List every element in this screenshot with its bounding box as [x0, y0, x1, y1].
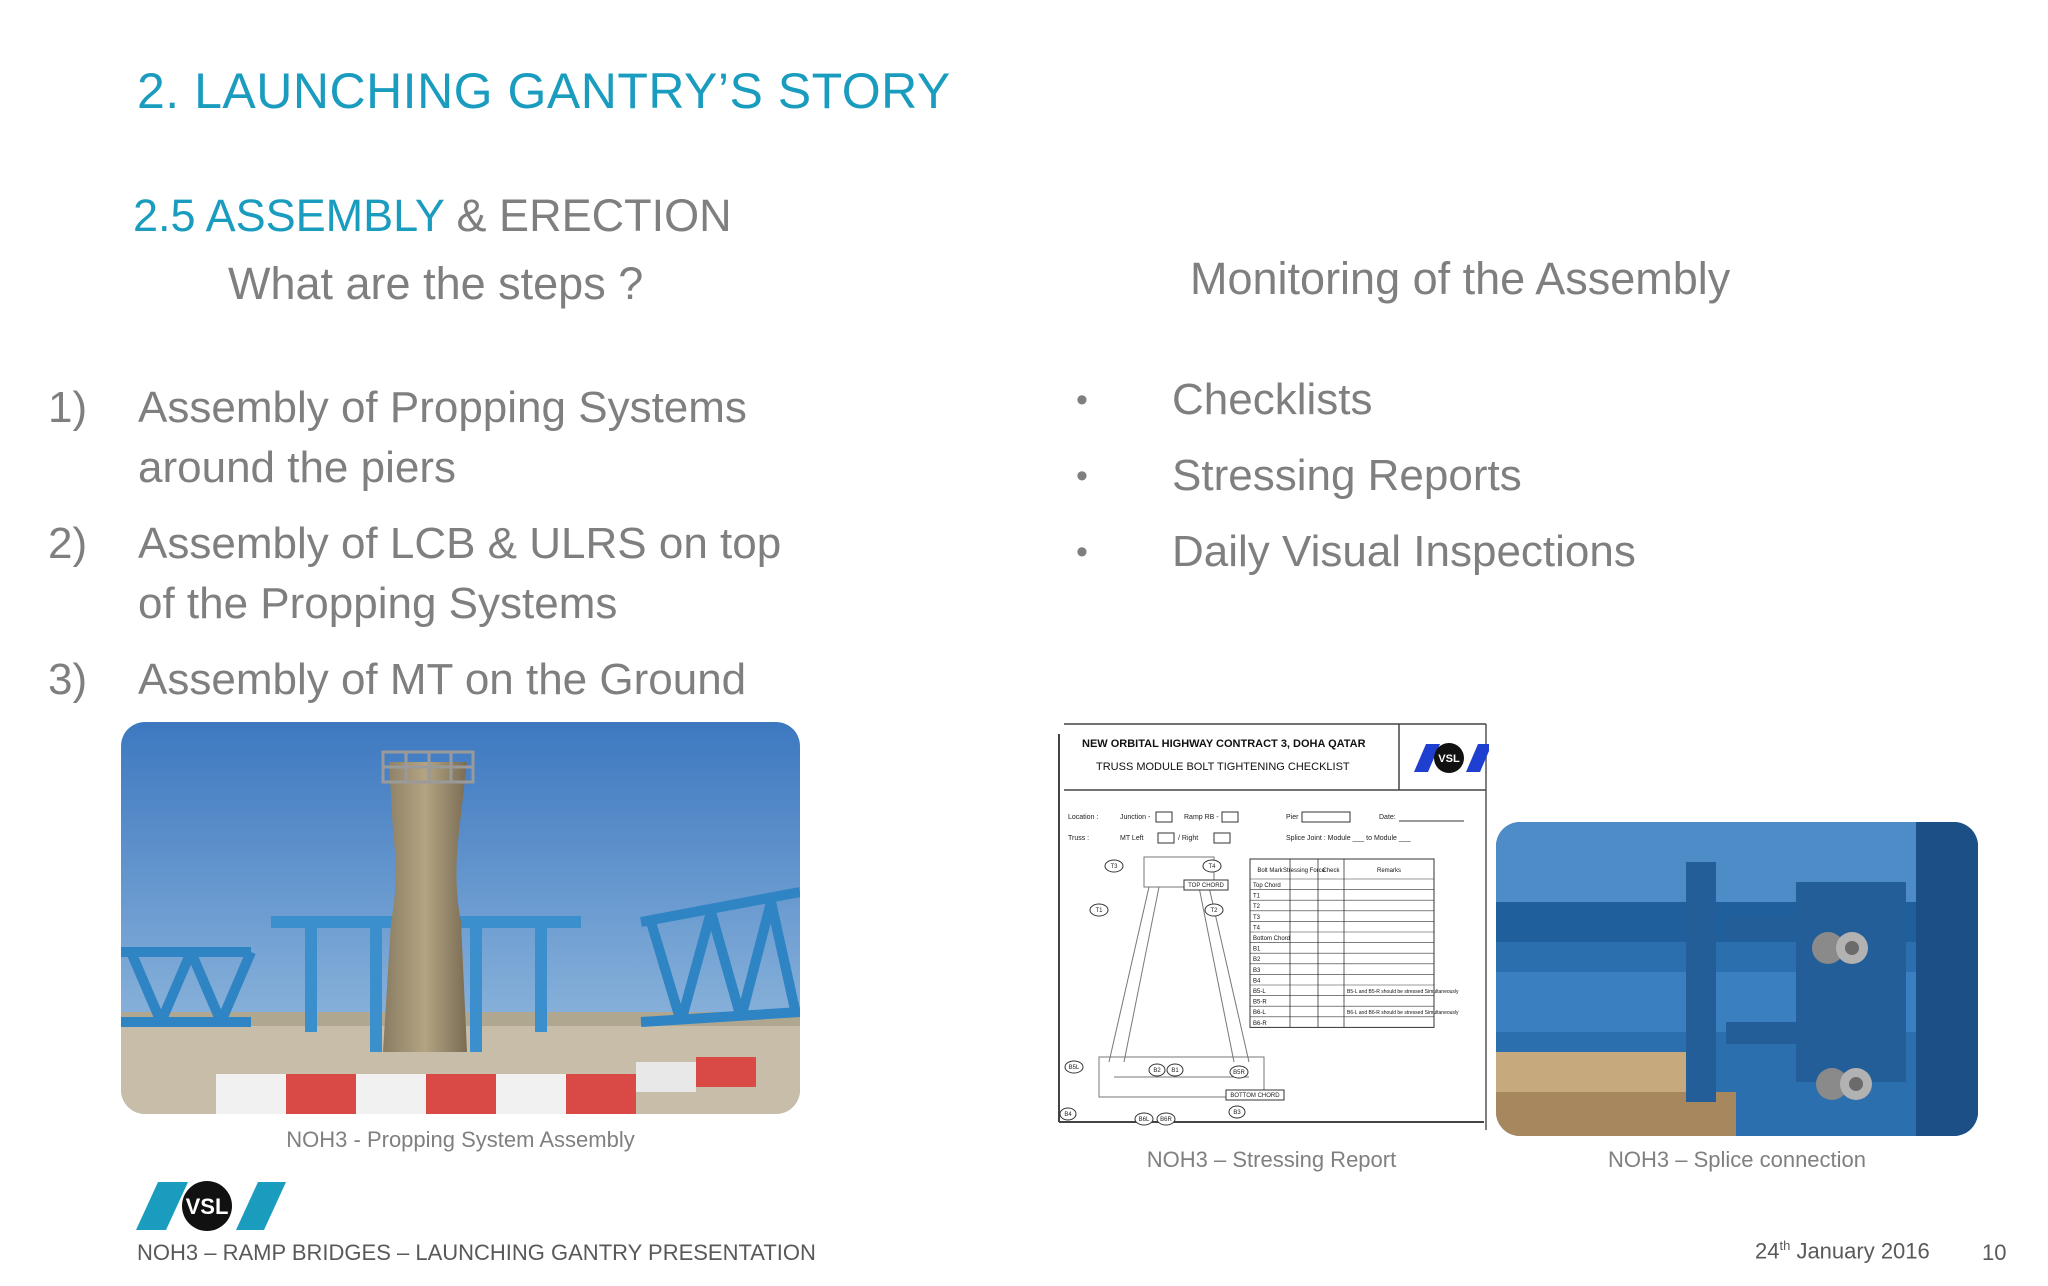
- report-pier-label: Pier: [1286, 814, 1299, 821]
- table-remark: B6-L and B6-R should be stressed Simultaneously: [1347, 1010, 1459, 1017]
- monitoring-text: Daily Visual Inspections: [1172, 527, 1636, 576]
- subtitle-erection: & ERECTION: [444, 190, 732, 241]
- stressing-report-sheet: [1054, 722, 1489, 1130]
- table-header: Bolt Mark: [1257, 868, 1283, 874]
- table-header: Remarks: [1376, 868, 1402, 874]
- propping-caption: NOH3 - Propping System Assembly: [286, 1127, 635, 1152]
- report-right-label: / Right: [1178, 835, 1199, 842]
- bolt-table: [1250, 859, 1459, 1027]
- report-title-1: NEW ORBITAL HIGHWAY CONTRACT 3, DOHA QATAR: [1082, 738, 1366, 750]
- report-mt-label: MT Left: [1120, 835, 1144, 842]
- bullet-icon: •: [1076, 457, 1088, 495]
- step-item: [48, 650, 808, 710]
- report-ramp-label: Ramp RB -: [1184, 814, 1219, 821]
- propping-system-illustration: [121, 722, 800, 1114]
- propping-system-photo: [121, 722, 800, 1114]
- report-splice-label: Splice Joint : Module ___ to Module ___: [1286, 835, 1411, 842]
- footer-date: [1755, 1238, 1930, 1264]
- table-row-label: Top Chord: [1253, 883, 1281, 889]
- table-row-label: T3: [1253, 914, 1261, 921]
- node-label: T3: [1110, 864, 1118, 870]
- table-header: Stressing Force: [1282, 868, 1326, 874]
- splice-connection-illustration: [1496, 822, 1978, 1136]
- node-label: B3: [1233, 1110, 1241, 1116]
- report-location-label: Location :: [1068, 814, 1099, 821]
- step-number: 2): [48, 519, 88, 568]
- table-row-label: Bottom Chord: [1253, 936, 1291, 942]
- node-label: T2: [1210, 908, 1218, 914]
- monitoring-item: [1076, 370, 1636, 430]
- monitoring-item: [1076, 522, 1636, 582]
- report-title-2: TRUSS MODULE BOLT TIGHTENING CHECKLIST: [1096, 761, 1350, 773]
- footer-date-rest: January 2016: [1790, 1238, 1930, 1264]
- node-label: B1: [1171, 1068, 1179, 1074]
- step-item: [48, 378, 808, 498]
- monitoring-text: Checklists: [1172, 375, 1373, 424]
- stressing-report-caption: NOH3 – Stressing Report: [1146, 1147, 1397, 1172]
- table-row-label: B6-L: [1253, 1010, 1266, 1017]
- step-text: Assembly of MT on the Ground: [138, 655, 747, 704]
- report-date-label: Date:: [1379, 814, 1396, 821]
- footer-date-suffix: th: [1779, 1238, 1791, 1253]
- bullet-icon: •: [1076, 533, 1088, 571]
- report-truss-label: Truss :: [1068, 835, 1090, 842]
- step-number: 1): [48, 383, 88, 432]
- footer-presentation-title: NOH3 – RAMP BRIDGES – LAUNCHING GANTRY PRESENTATION: [137, 1240, 816, 1265]
- report-top-chord-label: TOP CHORD: [1188, 883, 1224, 889]
- table-row-label: B2: [1253, 957, 1261, 964]
- table-row-label: B1: [1253, 946, 1261, 953]
- right-column-heading: Monitoring of the Assembly: [1190, 253, 1731, 304]
- splice-caption: NOH3 – Splice connection: [1607, 1147, 1867, 1172]
- bullet-icon: •: [1076, 381, 1088, 419]
- table-row-label: T4: [1253, 925, 1261, 932]
- table-row-label: B4: [1253, 978, 1261, 985]
- node-label: B6R: [1160, 1117, 1172, 1123]
- vsl-logo-icon: [1414, 743, 1489, 773]
- step-text: Assembly of Propping Systems around the piers: [138, 383, 747, 492]
- node-label: T4: [1208, 864, 1216, 870]
- left-column-heading: What are the steps ?: [228, 258, 644, 309]
- table-row-label: B5-R: [1253, 999, 1267, 1006]
- monitoring-item: [1076, 446, 1636, 506]
- truss-section-sketch: [1099, 857, 1264, 1097]
- report-bottom-chord-label: BOTTOM CHORD: [1230, 1093, 1280, 1099]
- table-header: Check: [1322, 868, 1340, 874]
- step-text: Assembly of LCB & ULRS on top of the Propping Systems: [138, 519, 782, 628]
- report-logo-text: VSL: [1438, 753, 1460, 765]
- slide-title: 2. LAUNCHING GANTRY’S STORY: [137, 63, 951, 119]
- vsl-logo-icon: [136, 1180, 286, 1232]
- footer-date-day: 24: [1755, 1238, 1780, 1264]
- table-row-label: B6-R: [1253, 1020, 1267, 1027]
- table-row-label: B3: [1253, 967, 1261, 974]
- report-junction-label: Junction -: [1120, 814, 1151, 821]
- subtitle-assembly: 2.5 ASSEMBLY: [133, 190, 445, 241]
- monitoring-list: [1076, 370, 1636, 598]
- node-label: B5R: [1233, 1070, 1245, 1076]
- footer-logo-text: VSL: [185, 1194, 229, 1219]
- node-label: B2: [1153, 1068, 1161, 1074]
- table-row-label: B5-L: [1253, 989, 1266, 995]
- step-item: [48, 514, 808, 634]
- node-label: B5L: [1068, 1065, 1080, 1071]
- table-remark: B5-L and B5-R should be stressed Simultaneously: [1347, 989, 1459, 995]
- steps-list: [48, 378, 808, 726]
- monitoring-text: Stressing Reports: [1172, 451, 1522, 500]
- page-number: 10: [1982, 1240, 2007, 1265]
- section-subtitle: [133, 190, 732, 242]
- step-number: 3): [48, 655, 88, 704]
- splice-connection-photo: [1496, 822, 1978, 1136]
- stressing-report-document: [1054, 722, 1489, 1130]
- node-label: B6L: [1138, 1117, 1150, 1123]
- table-row-label: T2: [1253, 904, 1261, 911]
- node-label: B4: [1064, 1112, 1072, 1118]
- table-row-label: T1: [1253, 893, 1261, 900]
- node-label: T1: [1095, 908, 1103, 914]
